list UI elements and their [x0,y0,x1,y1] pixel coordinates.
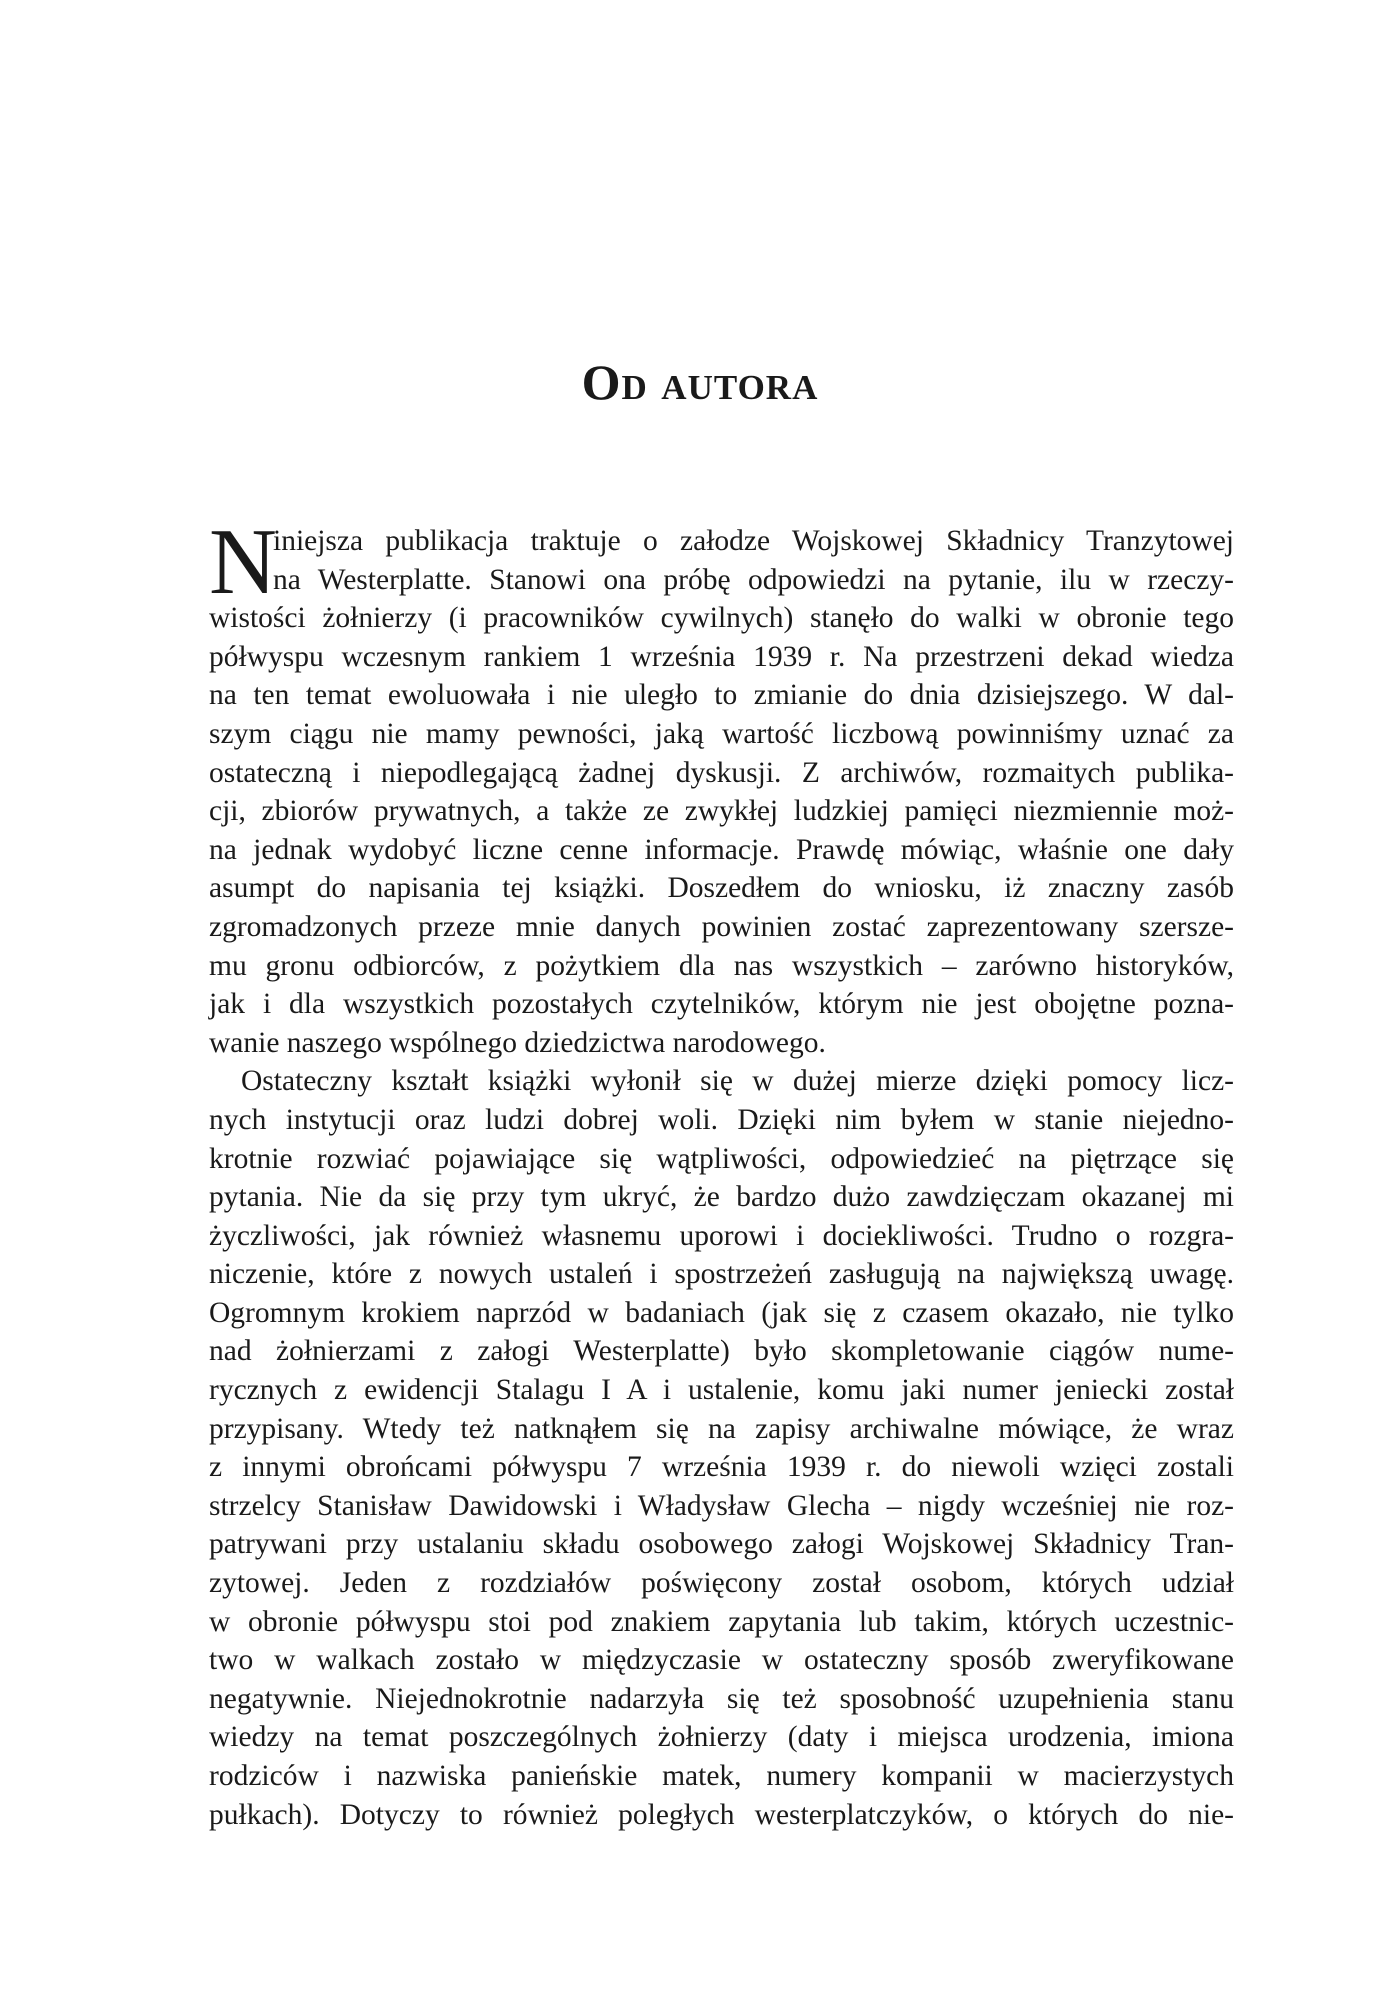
text-line: ostateczną i niepodlegającą żadnej dyskusji. Z archiwów, rozmaitych publika- [209,756,1234,789]
text-line: na Westerplatte. Stanowi ona próbę odpowiedzi na pytanie, ilu w rzeczy- [273,563,1234,596]
text-line: negatywnie. Niejednokrotnie nadarzyła się też sposobność uzupełnienia stanu [209,1682,1234,1715]
text-line: jak i dla wszystkich pozostałych czytelników, którym nie jest obojętne pozna- [209,988,1234,1021]
text-line: cji, zbiorów prywatnych, a także ze zwykłej ludzkiej pamięci niezmiennie moż- [209,795,1234,828]
text-line: na ten temat ewoluowała i nie uległo to zmianie do dnia dzisiejszego. W dal- [209,679,1234,712]
text-line: Ostateczny kształt książki wyłonił się w dużej mierze dzięki pomocy licz- [241,1065,1234,1098]
text-line: krotnie rozwiać pojawiające się wątpliwości, odpowiedzieć na piętrzące się [209,1142,1234,1175]
body-text [209,510,1234,1834]
text-line: two w walkach zostało w międzyczasie w ostateczny sposób zweryfikowane [209,1644,1234,1677]
text-line: strzelcy Stanisław Dawidowski i Władysław Glecha – nigdy wcześniej nie roz- [209,1489,1234,1522]
text-line: niczenie, które z nowych ustaleń i spostrzeżeń zasługują na największą uwagę. [209,1258,1234,1291]
text-line: zgromadzonych przeze mnie danych powinien zostać zaprezentowany szersze- [209,910,1234,943]
text-line: iniejsza publikacja traktuje o załodze Wojskowej Składnicy Tranzytowej [273,525,1234,557]
text-line: rycznych z ewidencji Stalagu I A i ustalenie, komu jaki numer jeniecki został [209,1374,1234,1407]
text-line: wanie naszego wspólnego dziedzictwa narodowego. [209,1026,826,1059]
text-line: wiedzy na temat poszczególnych żołnierzy (daty i miejsca urodzenia, imiona [209,1721,1234,1754]
text-line: życzliwości, jak również własnemu uporowi i dociekliwości. Trudno o rozgra- [209,1219,1234,1252]
text-line: rodziców i nazwiska panieńskie matek, numery kompanii w macierzystych [209,1760,1234,1792]
text-line: z innymi obrońcami półwyspu 7 września 1939 r. do niewoli wzięci zostali [209,1451,1234,1484]
text-line: zytowej. Jeden z rozdziałów poświęcony został osobom, których udział [209,1567,1234,1600]
chapter-title: Od autora [581,354,819,410]
drop-cap: N [209,510,277,614]
text-line: przypisany. Wtedy też natknąłem się na zapisy archiwalne mówiące, że wraz [209,1412,1234,1445]
text-line: w obronie półwyspu stoi pod znakiem zapytania lub takim, których uczestnic- [209,1605,1234,1638]
text-line: pytania. Nie da się przy tym ukryć, że bardzo dużo zawdzięczam okazanej mi [209,1181,1234,1214]
text-line: wistości żołnierzy (i pracowników cywilnych) stanęło do walki w obronie tego [209,602,1234,635]
text-line: na jednak wydobyć liczne cenne informacje. Prawdę mówiąc, właśnie one dały [209,833,1234,866]
text-line: Ogromnym krokiem naprzód w badaniach (jak się z czasem okazało, nie tylko [209,1296,1234,1329]
text-line: pułkach). Dotyczy to również poległych westerplatczyków, o których do nie- [209,1798,1234,1831]
text-line: nad żołnierzami z załogi Westerplatte) było skompletowanie ciągów nume- [209,1335,1234,1368]
text-line: patrywani przy ustalaniu składu osobowego załogi Wojskowej Składnicy Tran- [209,1528,1234,1561]
text-line: mu gronu odbiorców, z pożytkiem dla nas wszystkich – zarówno historyków, [209,949,1234,982]
text-line: asumpt do napisania tej książki. Doszedłem do wniosku, iż znaczny zasób [209,872,1234,905]
text-line: szym ciągu nie mamy pewności, jaką wartość liczbową powinniśmy uznać za [209,717,1234,750]
text-line: nych instytucji oraz ludzi dobrej woli. Dzięki nim byłem w stanie niejedno- [209,1103,1234,1136]
text-line: półwyspu wczesnym rankiem 1 września 1939 r. Na przestrzeni dekad wiedza [209,640,1234,673]
